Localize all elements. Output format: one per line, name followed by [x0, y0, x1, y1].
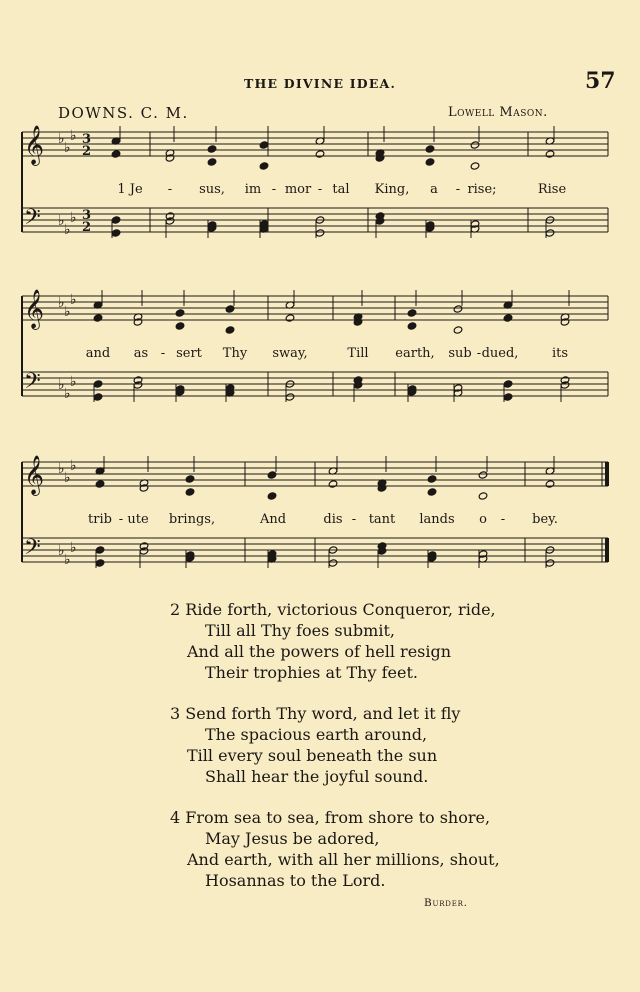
lyric-syllable: -	[167, 182, 173, 197]
stanza-line: The spacious earth around,	[205, 725, 428, 744]
hymn-author: Burder.	[424, 897, 468, 909]
lyric-syllable: Thy	[222, 346, 248, 361]
lyric-syllable: tal	[332, 182, 350, 197]
music-system-3	[20, 450, 620, 580]
treble-clef-icon: 𝄞	[24, 455, 45, 495]
lyric-syllable: a	[430, 182, 438, 197]
lyric-syllable: Till	[347, 346, 369, 361]
stanza-line: 3 Send forth Thy word, and let it fly	[170, 704, 461, 723]
lyric-syllable: -	[351, 512, 357, 527]
svg-text:♭: ♭	[58, 213, 65, 229]
svg-text:♭: ♭	[58, 543, 65, 559]
time-signature: 3	[82, 208, 92, 223]
running-title: THE DIVINE IDEA.	[244, 76, 396, 91]
music-system-1	[20, 120, 620, 250]
svg-text:♭: ♭	[58, 131, 65, 147]
tune-name: DOWNS. C. M.	[58, 104, 189, 122]
stanza-2	[0, 600, 640, 684]
svg-text:♭: ♭	[64, 552, 71, 568]
time-signature: 3	[82, 132, 92, 147]
page-number: 57	[585, 68, 616, 94]
lyric-syllable: earth,	[395, 346, 435, 361]
lyric-syllable: rise;	[467, 182, 497, 197]
svg-text:♭: ♭	[58, 295, 65, 311]
lyric-syllable: dued,	[481, 346, 519, 361]
svg-text:♭: ♭	[64, 222, 71, 238]
bass-clef-icon: 𝄢	[24, 369, 41, 399]
lyric-syllable: And	[259, 512, 287, 527]
lyric-syllable: -	[455, 182, 461, 197]
stanza-4	[0, 808, 640, 892]
stanza-line: Till all Thy foes submit,	[205, 621, 395, 640]
svg-text:♭: ♭	[64, 304, 71, 320]
lyric-syllable: trib	[88, 512, 112, 527]
lyric-syllable: -	[271, 182, 277, 197]
stanza-line: Till every soul beneath the sun	[187, 746, 438, 765]
treble-clef-icon: 𝄞	[24, 289, 45, 329]
stanza-line: 4 From sea to sea, from shore to shore,	[170, 808, 491, 827]
lyric-syllable: Rise	[537, 182, 567, 197]
lyric-syllable: -	[160, 346, 166, 361]
lyrics-line	[20, 512, 620, 532]
lyric-syllable: tant	[368, 512, 396, 527]
stanzas	[0, 600, 640, 912]
lyric-syllable: -	[118, 512, 124, 527]
svg-text:♭: ♭	[70, 540, 77, 556]
lyric-syllable: -	[317, 182, 323, 197]
music-system-2	[20, 284, 620, 414]
svg-text:♭: ♭	[58, 377, 65, 393]
svg-text:♭: ♭	[70, 292, 77, 308]
lyrics-line	[20, 182, 620, 202]
bass-clef-icon: 𝄢	[24, 205, 41, 235]
stanza-line: Shall hear the joyful sound.	[205, 767, 429, 786]
lyric-syllable: sway,	[272, 346, 308, 361]
stanza-line: 2 Ride forth, victorious Conqueror, ride,	[170, 600, 496, 619]
lyric-syllable: mor	[284, 182, 312, 197]
lyric-syllable: bey.	[532, 512, 558, 527]
lyric-syllable: brings,	[168, 512, 216, 527]
svg-text:♭: ♭	[70, 374, 77, 390]
stanza-line: Their trophies at Thy feet.	[205, 663, 418, 682]
lyric-syllable: im	[244, 182, 262, 197]
lyric-syllable: o	[479, 512, 487, 527]
svg-text:♭: ♭	[70, 128, 77, 144]
lyric-syllable: King,	[374, 182, 410, 197]
lyric-syllable: dis	[323, 512, 343, 527]
lyrics-line	[20, 346, 620, 366]
stanza-line: And earth, with all her millions, shout,	[187, 850, 500, 869]
lyric-syllable: sub	[448, 346, 472, 361]
lyric-syllable: lands	[419, 512, 455, 527]
lyric-syllable: 1 Je	[117, 182, 143, 197]
time-signature: 2	[82, 220, 92, 235]
composer: Lowell Mason.	[448, 105, 548, 120]
stanza-line: May Jesus be adored,	[205, 829, 380, 848]
lyric-syllable: sert	[176, 346, 202, 361]
lyric-syllable: its	[551, 346, 569, 361]
lyric-syllable: -	[500, 512, 506, 527]
stanza-line: Hosannas to the Lord.	[205, 871, 386, 890]
svg-text:♭: ♭	[64, 140, 71, 156]
time-signature: 2	[82, 144, 92, 159]
svg-text:♭: ♭	[64, 386, 71, 402]
lyric-syllable: as	[133, 346, 149, 361]
svg-text:♭: ♭	[70, 458, 77, 474]
svg-text:♭: ♭	[58, 461, 65, 477]
svg-text:♭: ♭	[64, 470, 71, 486]
lyric-syllable: -	[476, 346, 482, 361]
lyric-syllable: and	[85, 346, 111, 361]
stanza-line: And all the powers of hell resign	[187, 642, 452, 661]
svg-text:♭: ♭	[70, 210, 77, 226]
treble-clef-icon: 𝄞	[24, 125, 45, 165]
stanza-3	[0, 704, 640, 788]
bass-clef-icon: 𝄢	[24, 535, 41, 565]
lyric-syllable: ute	[127, 512, 149, 527]
lyric-syllable: sus,	[199, 182, 225, 197]
